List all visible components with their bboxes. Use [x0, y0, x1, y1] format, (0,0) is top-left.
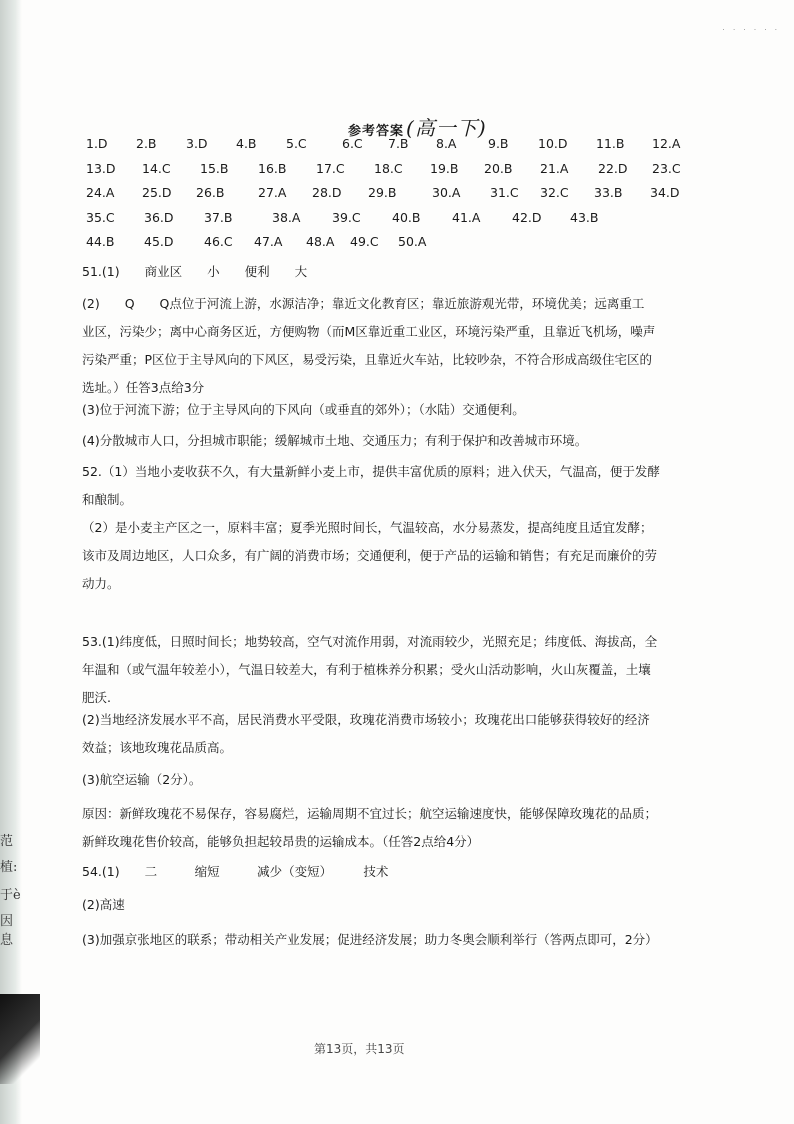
- answer-line: (2)高速: [82, 897, 125, 912]
- edge-fragment: 于è: [0, 888, 21, 903]
- answer-item: 48.A: [306, 234, 335, 249]
- answer-row: [86, 210, 766, 235]
- answer-item: 7.B: [388, 136, 409, 151]
- answer-item: 12.A: [652, 136, 681, 151]
- answer-item: 5.C: [286, 136, 307, 151]
- answer-item: 13.D: [86, 160, 116, 176]
- answer-item: 4.B: [236, 136, 257, 151]
- answer-item: 20.B: [484, 160, 513, 176]
- answer-item: 29.B: [368, 185, 397, 200]
- answer-item: 10.D: [538, 136, 568, 151]
- answer-row: [86, 234, 766, 259]
- answer-item: 41.A: [452, 209, 481, 225]
- answer-item: 17.C: [316, 160, 345, 176]
- q53-part2: [82, 706, 680, 762]
- answer-item: 46.C: [204, 234, 233, 249]
- answer-item: 22.D: [598, 160, 628, 176]
- answer-line: (3)位于河流下游；位于主导风向的下风向（或垂直的郊外）；（水陆）交通便利。: [82, 402, 525, 417]
- answer-item: 37.B: [204, 209, 233, 225]
- q51-part2: [82, 290, 680, 402]
- answer-line: 年温和（或气温年较差小），气温日较差大，有利于植株养分积累；受火山活动影响，火山灰覆盖，土壤: [82, 662, 651, 677]
- q53-part4: [82, 800, 680, 856]
- title-text: 参考答案: [348, 124, 405, 139]
- answer-line: 业区，污染少；离中心商务区近，方便购物（而M区靠近重工业区，环境污染严重，且靠近飞机场，噪声: [82, 324, 656, 339]
- answer-line: (2)当地经济发展水平不高，居民消费水平受限，玫瑰花消费市场较小；玫瑰花出口能够获得较好的经济: [82, 712, 650, 727]
- answer-item: 14.C: [142, 160, 171, 176]
- answer-item: 39.C: [332, 209, 361, 225]
- answer-item: 31.C: [490, 185, 519, 200]
- q51-part4: [82, 427, 680, 455]
- answer-item: 34.D: [650, 185, 680, 200]
- answer-line: 53.(1)纬度低，日照时间长；地势较高，空气对流作用弱，对流雨较少，光照充足；纬度低、海拔高，全: [82, 634, 658, 649]
- answer-line: (2) Q Q点位于河流上游，水源洁净；靠近文化教育区；靠近旅游观光带，环境优美；远离重工: [82, 296, 645, 311]
- answer-item: 11.B: [596, 136, 625, 151]
- answer-line: 该市及周边地区，人口众多，有广阔的消费市场；交通便利，便于产品的运输和销售；有充足而廉价的劳: [82, 548, 658, 563]
- answer-line: (3)加强京张地区的联系；带动相关产业发展；促进经济发展；助力冬奥会顺利举行（答两点即可，2分）: [82, 932, 658, 947]
- adjacent-page-edge: [0, 0, 22, 1124]
- answer-row: [86, 185, 766, 210]
- answer-item: 45.D: [144, 234, 174, 249]
- answer-line: 51.(1) 商业区 小 便利 大: [82, 264, 308, 279]
- answer-item: 21.A: [540, 160, 569, 176]
- answer-item: 8.A: [436, 136, 457, 151]
- answer-line: 和酿制。: [82, 492, 133, 507]
- q52-part2: [82, 514, 680, 598]
- answer-item: 32.C: [540, 185, 569, 200]
- answer-item: 30.A: [432, 185, 461, 200]
- edge-fragment: 因息: [0, 914, 14, 948]
- scan-marks: · · · · · ·: [722, 26, 780, 34]
- q51-part3: [82, 396, 680, 424]
- answer-item: 3.D: [186, 136, 208, 151]
- q52-part1: [82, 458, 680, 514]
- edge-fragment: 范: [0, 834, 14, 849]
- answer-item: 40.B: [392, 209, 421, 225]
- page-number: 第13页，共13页: [314, 1042, 405, 1056]
- answer-item: 26.B: [196, 185, 225, 200]
- answer-row: [86, 136, 766, 161]
- answer-key: [86, 136, 766, 259]
- q51-part1: [82, 258, 680, 286]
- answer-line: 52.（1）当地小麦收获不久，有大量新鲜小麦上市，提供丰富优质的原料；进入伏天，气温高，便于发酵: [82, 464, 660, 479]
- answer-item: 25.D: [142, 185, 172, 200]
- answer-line: 选址。）任答3点给3分: [82, 380, 205, 395]
- answer-row: [86, 161, 766, 186]
- answer-line: 原因：新鲜玫瑰花不易保存，容易腐烂，运输周期不宜过长；航空运输速度快，能够保障玫瑰花的品质；: [82, 806, 658, 821]
- answer-item: 43.B: [570, 209, 599, 225]
- answer-line: 54.(1) 二 缩短 减少（变短） 技术: [82, 864, 389, 879]
- answer-line: (4)分散城市人口，分担城市职能；缓解城市土地、交通压力；有利于保护和改善城市环境。: [82, 433, 588, 448]
- q53-part3: [82, 766, 680, 794]
- answer-item: 6.C: [342, 136, 363, 151]
- answer-item: 1.D: [86, 136, 108, 151]
- answer-item: 23.C: [652, 160, 681, 176]
- answer-item: 28.D: [312, 185, 342, 200]
- answer-item: 24.A: [86, 185, 115, 200]
- answer-line: 肥沃.: [82, 690, 111, 705]
- edge-fragment: 植:: [0, 860, 18, 875]
- answer-item: 44.B: [86, 234, 115, 249]
- answer-item: 27.A: [258, 185, 287, 200]
- answer-item: 9.B: [488, 136, 509, 151]
- answer-item: 15.B: [200, 160, 229, 176]
- answer-item: 33.B: [594, 185, 623, 200]
- answer-item: 16.B: [258, 160, 287, 176]
- answer-item: 35.C: [86, 209, 115, 225]
- answer-item: 49.C: [350, 234, 379, 249]
- answer-line: 效益；该地玫瑰花品质高。: [82, 740, 233, 755]
- answer-item: 2.B: [136, 136, 157, 151]
- answer-item: 36.D: [144, 209, 174, 225]
- answer-item: 18.C: [374, 160, 403, 176]
- answer-item: 38.A: [272, 209, 301, 225]
- q53-part1: [82, 628, 680, 712]
- answer-line: （2）是小麦主产区之一，原料丰富；夏季光照时间长，气温较高，水分易蒸发，提高纯度且适宜发酵；: [82, 520, 653, 535]
- q54-part2: [82, 891, 680, 919]
- title-handwritten: (高一下): [406, 116, 487, 140]
- answer-item: 42.D: [512, 209, 542, 225]
- scan-shadow: [0, 994, 40, 1084]
- answer-line: (3)航空运输（2分）。: [82, 772, 202, 787]
- answer-item: 50.A: [398, 234, 427, 249]
- answer-line: 新鲜玫瑰花售价较高，能够负担起较昂贵的运输成本。（任答2点给4分）: [82, 834, 480, 849]
- answer-line: 污染严重；P区位于主导风向的下风区，易受污染，且靠近火车站，比较吵杂，不符合形成高级住宅区的: [82, 352, 653, 367]
- answer-line: 动力。: [82, 576, 120, 591]
- q54-part1: [82, 858, 680, 886]
- answer-item: 47.A: [254, 234, 283, 249]
- q54-part3: [82, 926, 680, 954]
- answer-item: 19.B: [430, 160, 459, 176]
